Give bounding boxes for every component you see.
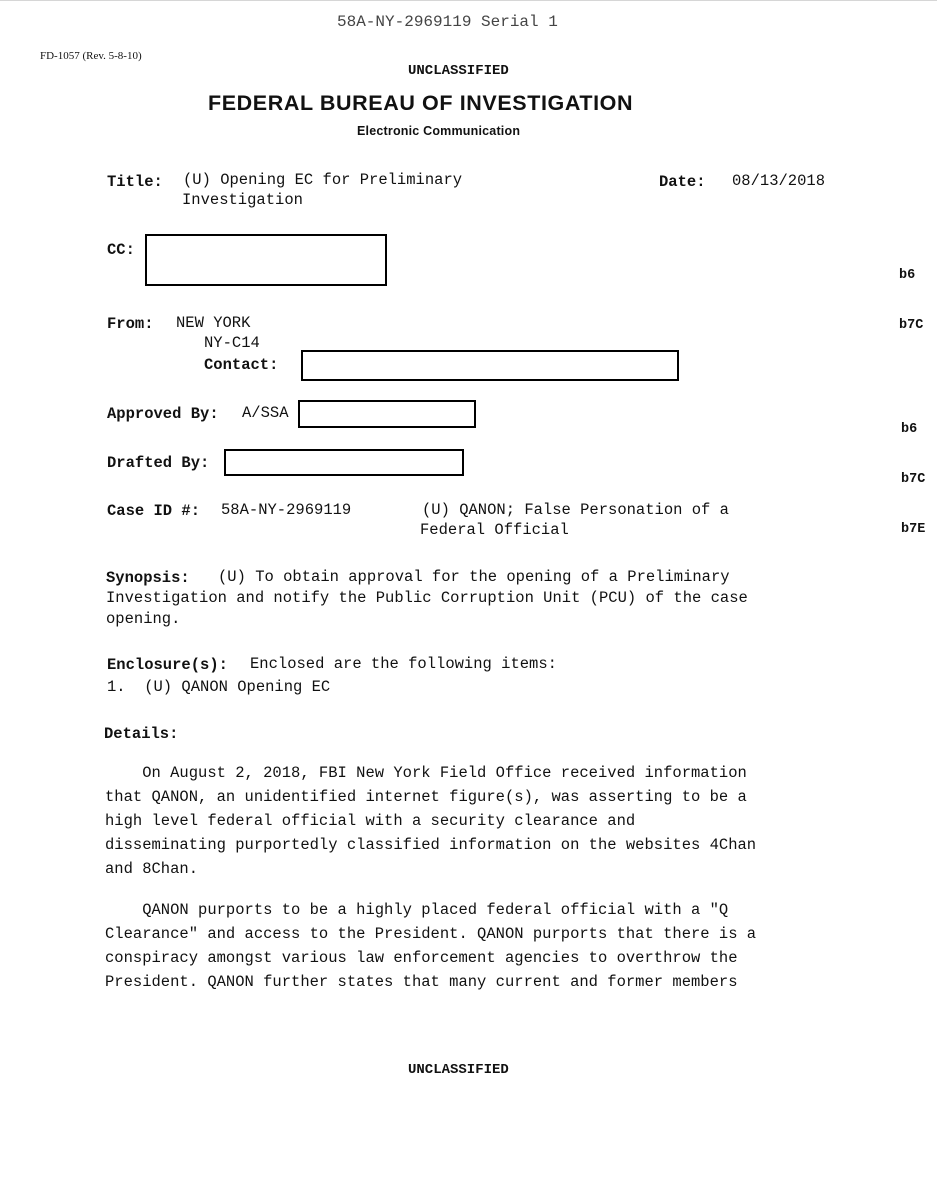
exemption-code: b7E xyxy=(901,522,926,537)
approved-by-label: Approved By: xyxy=(107,405,219,423)
date-value: 08/13/2018 xyxy=(732,172,826,190)
cc-label: CC: xyxy=(107,241,135,259)
text-line: QANON purports to be a highly placed federal official with a "Q xyxy=(105,901,729,919)
text-line: and 8Chan. xyxy=(105,860,199,878)
enclosure-item: 1. (U) QANON Opening EC xyxy=(107,678,331,696)
exemption-code: b6 xyxy=(901,422,918,437)
cc-redaction-box xyxy=(145,234,387,286)
page-top-edge xyxy=(0,0,937,1)
text-line: high level federal official with a security clearance and xyxy=(105,812,636,830)
approved-by-value: A/SSA xyxy=(242,404,289,422)
drafted-by-label: Drafted By: xyxy=(107,454,210,472)
contact-label: Contact: xyxy=(204,356,279,374)
approved-by-redaction-box xyxy=(298,400,476,428)
serial-number: 58A-NY-2969119 Serial 1 xyxy=(337,13,558,31)
classification-top: UNCLASSIFIED xyxy=(408,63,509,79)
form-number: FD-1057 (Rev. 5-8-10) xyxy=(40,50,142,62)
synopsis-label: Synopsis: xyxy=(106,569,190,587)
enclosures-label: Enclosure(s): xyxy=(107,656,228,674)
exemption-code: b7C xyxy=(899,318,924,333)
agency-title: FEDERAL BUREAU OF INVESTIGATION xyxy=(208,91,634,115)
exemption-code: b6 xyxy=(899,268,916,283)
classification-bottom: UNCLASSIFIED xyxy=(408,1062,509,1078)
case-id-value: 58A-NY-2969119 xyxy=(221,501,352,519)
text-line: Clearance" and access to the President. QANON purports that there is a xyxy=(105,925,757,943)
exemption-codes-group1 xyxy=(899,236,923,350)
case-caption-line1: (U) QANON; False Personation of a xyxy=(422,501,729,519)
text-line: conspiracy amongst various law enforcement agencies to overthrow the xyxy=(105,949,738,967)
drafted-by-redaction-box xyxy=(224,449,464,476)
contact-redaction-box xyxy=(301,350,679,381)
title-value-line2: Investigation xyxy=(182,191,303,209)
synopsis-line3: opening. xyxy=(106,610,181,628)
text-line: that QANON, an unidentified internet figure(s), was asserting to be a xyxy=(105,788,747,806)
enclosures-intro: Enclosed are the following items: xyxy=(250,655,557,673)
text-line: On August 2, 2018, FBI New York Field Office received information xyxy=(105,764,747,782)
text-line: President. QANON further states that many current and former members xyxy=(105,973,738,991)
case-caption-line2: Federal Official xyxy=(420,521,569,539)
exemption-code: b7C xyxy=(901,472,926,487)
text-line: disseminating purportedly classified information on the websites 4Chan xyxy=(105,836,757,854)
title-value-line1: (U) Opening EC for Preliminary xyxy=(183,171,463,189)
document-type: Electronic Communication xyxy=(357,124,521,138)
case-id-label: Case ID #: xyxy=(107,502,201,520)
date-label: Date: xyxy=(659,173,706,191)
details-label: Details: xyxy=(104,725,179,743)
from-label: From: xyxy=(107,315,154,333)
synopsis-line1: (U) To obtain approval for the opening of a Preliminary xyxy=(218,568,730,586)
from-squad: NY-C14 xyxy=(204,334,260,352)
synopsis-line2: Investigation and notify the Public Corruption Unit (PCU) of the case xyxy=(106,589,748,607)
title-label: Title: xyxy=(107,173,163,191)
exemption-codes-group2 xyxy=(901,390,925,554)
from-office: NEW YORK xyxy=(176,314,251,332)
